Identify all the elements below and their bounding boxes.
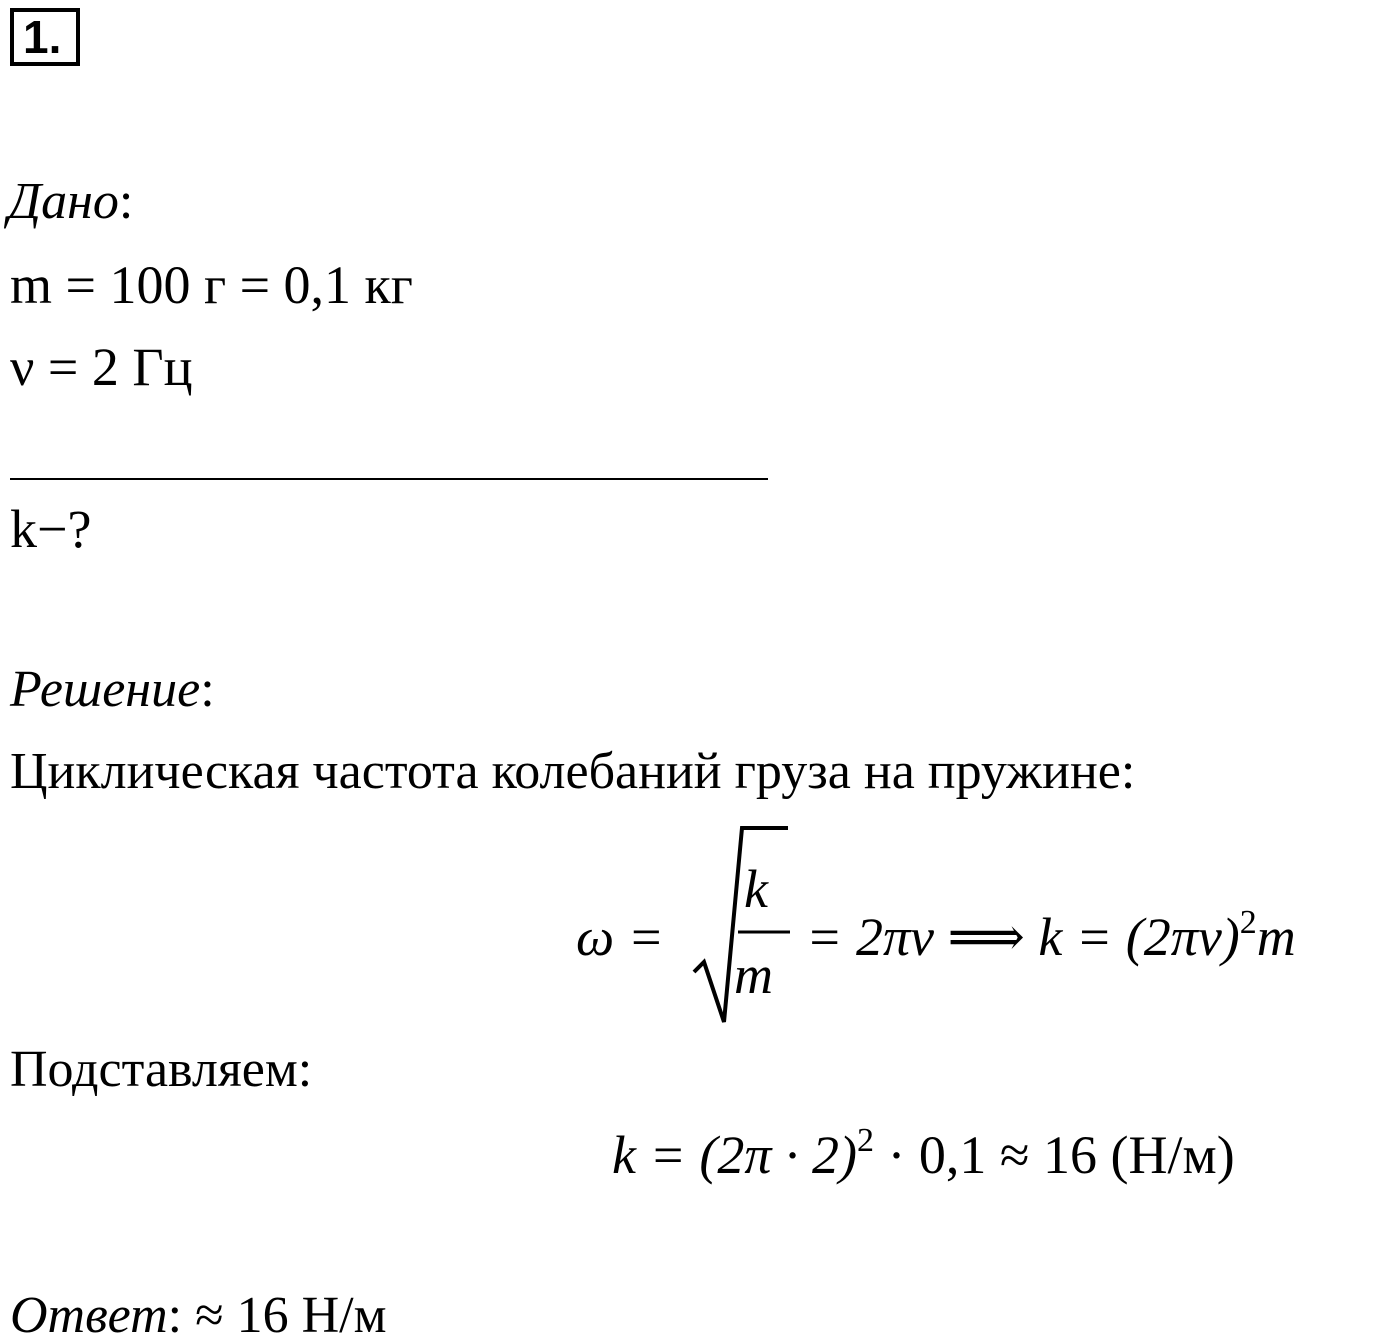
formula-fraction-denominator: m [734,945,773,1005]
solution-heading-text: Решение [10,661,201,718]
answer-heading: Ответ [10,1287,168,1344]
calc-right: · 0,1 ≈ 16 (Н/м) [873,1125,1235,1185]
formula-tail: m [1256,907,1296,967]
calc-exponent: 2 [856,1122,874,1159]
given-frequency: ν = 2 Гц [10,337,193,397]
calculation-line [612,1122,1235,1185]
solution-heading [10,661,215,718]
given-heading [8,173,134,230]
given-heading-text: Дано [8,173,119,230]
answer-colon: : [167,1287,183,1344]
solution-text-substitute: Подставляем: [10,1041,313,1098]
answer-line [10,1287,387,1344]
calc-left: k = (2π · 2) [612,1125,857,1185]
problem-number: 1. [10,8,80,66]
given-divider [10,478,768,480]
formula-exponent: 2 [1239,904,1257,941]
formula-rhs-text: = 2πν ⟹ k = (2πν) [806,907,1240,967]
answer-value: ≈ 16 Н/м [182,1287,387,1344]
formula-rhs [806,904,1296,967]
given-colon: : [118,173,134,230]
solution-colon: : [200,661,215,718]
find-unknown: k−? [10,499,92,559]
given-mass: m = 100 г = 0,1 кг [10,255,413,315]
formula-lhs: ω = [576,907,665,967]
solution-text-cyclic-frequency: Циклическая частота колебаний груза на пружине: [10,743,1136,800]
formula-fraction-numerator: k [744,859,768,919]
